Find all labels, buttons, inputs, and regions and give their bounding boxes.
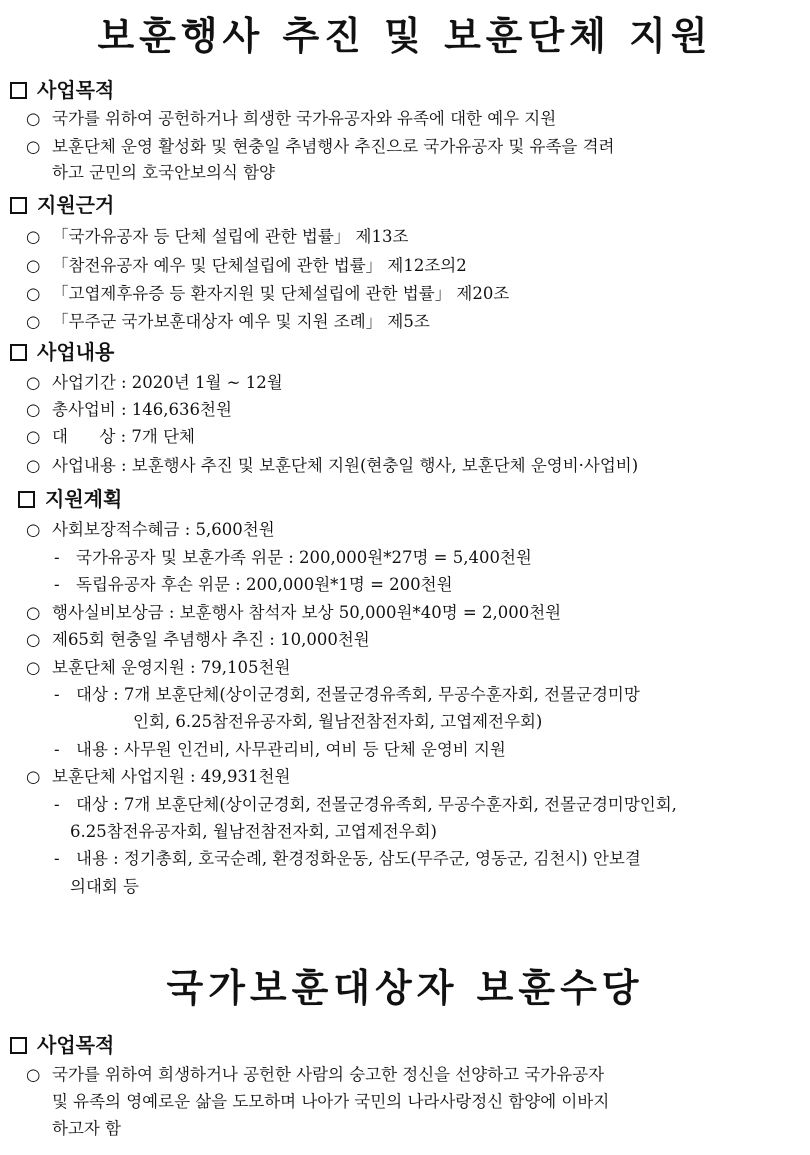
plan-subitem-continued: 6.25참전유공자회, 월남전참전자회, 고엽제전우회) [70, 822, 437, 841]
purpose-item-continued: 및 유족의 영예로운 삶을 도모하며 나아가 국민의 나라사랑정신 함양에 이바지 [52, 1092, 610, 1111]
purpose-item-continued: 하고자 함 [52, 1119, 122, 1138]
dash-bullet-icon: - [54, 849, 60, 868]
circle-bullet-icon: ○ [26, 767, 41, 786]
plan-item: ○ 보훈단체 사업지원 : 49,931천원 [26, 764, 290, 790]
checkbox-icon [10, 1037, 27, 1054]
document-title: 보훈행사 추진 및 보훈단체 지원 [97, 13, 713, 58]
heading-basis: 지원근거 [10, 190, 114, 220]
plan-subitem-continued: 의대회 등 [70, 877, 140, 896]
checkbox-icon [10, 344, 27, 361]
basis-item: ○ 「참전유공자 예우 및 단체설립에 관한 법률」 제12조의2 [26, 253, 467, 279]
circle-bullet-icon: ○ [26, 630, 41, 649]
circle-bullet-icon: ○ [26, 400, 41, 419]
circle-bullet-icon: ○ [26, 603, 41, 622]
circle-bullet-icon: ○ [26, 109, 41, 128]
dash-bullet-icon: - [54, 575, 60, 594]
content-item: ○ 대 상 : 7개 단체 [26, 424, 195, 450]
circle-bullet-icon: ○ [26, 312, 41, 331]
dash-bullet-icon: - [54, 795, 60, 814]
purpose-item: ○ 보훈단체 운영 활성화 및 현충일 추념행사 추진으로 국가유공자 및 유족을 격려 [26, 134, 615, 160]
basis-item: ○ 「무주군 국가보훈대상자 예우 및 지원 조례」 제5조 [26, 309, 430, 335]
circle-bullet-icon: ○ [26, 227, 41, 246]
content-item: ○ 사업내용 : 보훈행사 추진 및 보훈단체 지원(현충일 행사, 보훈단체 운영비·사업비) [26, 453, 638, 479]
plan-subitem: - 국가유공자 및 보훈가족 위문 : 200,000원*27명 = 5,400천원 [54, 545, 532, 571]
circle-bullet-icon: ○ [26, 137, 41, 156]
circle-bullet-icon: ○ [26, 427, 41, 446]
checkbox-icon [10, 82, 27, 99]
plan-subitem-continued: 인회, 6.25참전유공자회, 월남전참전자회, 고엽제전우회) [133, 712, 543, 731]
circle-bullet-icon: ○ [26, 520, 41, 539]
basis-item: ○ 「국가유공자 등 단체 설립에 관한 법률」 제13조 [26, 224, 408, 250]
plan-subitem: - 대상 : 7개 보훈단체(상이군경회, 전몰군경유족회, 무공수훈자회, 전몰군경미망 [54, 682, 640, 708]
plan-subitem: - 독립유공자 후손 위문 : 200,000원*1명 = 200천원 [54, 572, 453, 598]
circle-bullet-icon: ○ [26, 658, 41, 677]
dash-bullet-icon: - [54, 685, 60, 704]
section-title: 국가보훈대상자 보훈수당 [166, 965, 644, 1010]
plan-subitem: - 내용 : 사무원 인건비, 사무관리비, 여비 등 단체 운영비 지원 [54, 737, 506, 763]
purpose-item: ○ 국가를 위하여 희생하거나 공헌한 사람의 숭고한 정신을 선양하고 국가유공자 [26, 1062, 604, 1088]
heading-content: 사업내용 [10, 337, 114, 367]
dash-bullet-icon: - [54, 740, 60, 759]
circle-bullet-icon: ○ [26, 456, 41, 475]
purpose-item-continued: 하고 군민의 호국안보의식 함양 [52, 163, 275, 182]
plan-item: ○ 행사실비보상금 : 보훈행사 참석자 보상 50,000원*40명 = 2,000천원 [26, 600, 561, 626]
content-item: ○ 총사업비 : 146,636천원 [26, 397, 232, 423]
plan-subitem: - 대상 : 7개 보훈단체(상이군경회, 전몰군경유족회, 무공수훈자회, 전몰군경미망인회, [54, 792, 677, 818]
content-item: ○ 사업기간 : 2020년 1월 ~ 12월 [26, 370, 283, 396]
dash-bullet-icon: - [54, 548, 60, 567]
heading-purpose-2: 사업목적 [10, 1030, 114, 1060]
plan-item: ○ 제65회 현충일 추념행사 추진 : 10,000천원 [26, 627, 370, 653]
plan-item: ○ 보훈단체 운영지원 : 79,105천원 [26, 655, 290, 681]
checkbox-icon [18, 491, 35, 508]
circle-bullet-icon: ○ [26, 256, 41, 275]
heading-purpose: 사업목적 [10, 75, 114, 105]
heading-plan: 지원계획 [18, 484, 122, 514]
plan-item: ○ 사회보장적수혜금 : 5,600천원 [26, 517, 275, 543]
plan-subitem: - 내용 : 정기총회, 호국순례, 환경정화운동, 삼도(무주군, 영동군, 김천시) 안보결 [54, 846, 641, 872]
basis-item: ○ 「고엽제후유증 등 환자지원 및 단체설립에 관한 법률」 제20조 [26, 281, 509, 307]
circle-bullet-icon: ○ [26, 1065, 41, 1084]
checkbox-icon [10, 197, 27, 214]
circle-bullet-icon: ○ [26, 373, 41, 392]
purpose-item: ○ 국가를 위하여 공헌하거나 희생한 국가유공자와 유족에 대한 예우 지원 [26, 106, 556, 132]
circle-bullet-icon: ○ [26, 284, 41, 303]
